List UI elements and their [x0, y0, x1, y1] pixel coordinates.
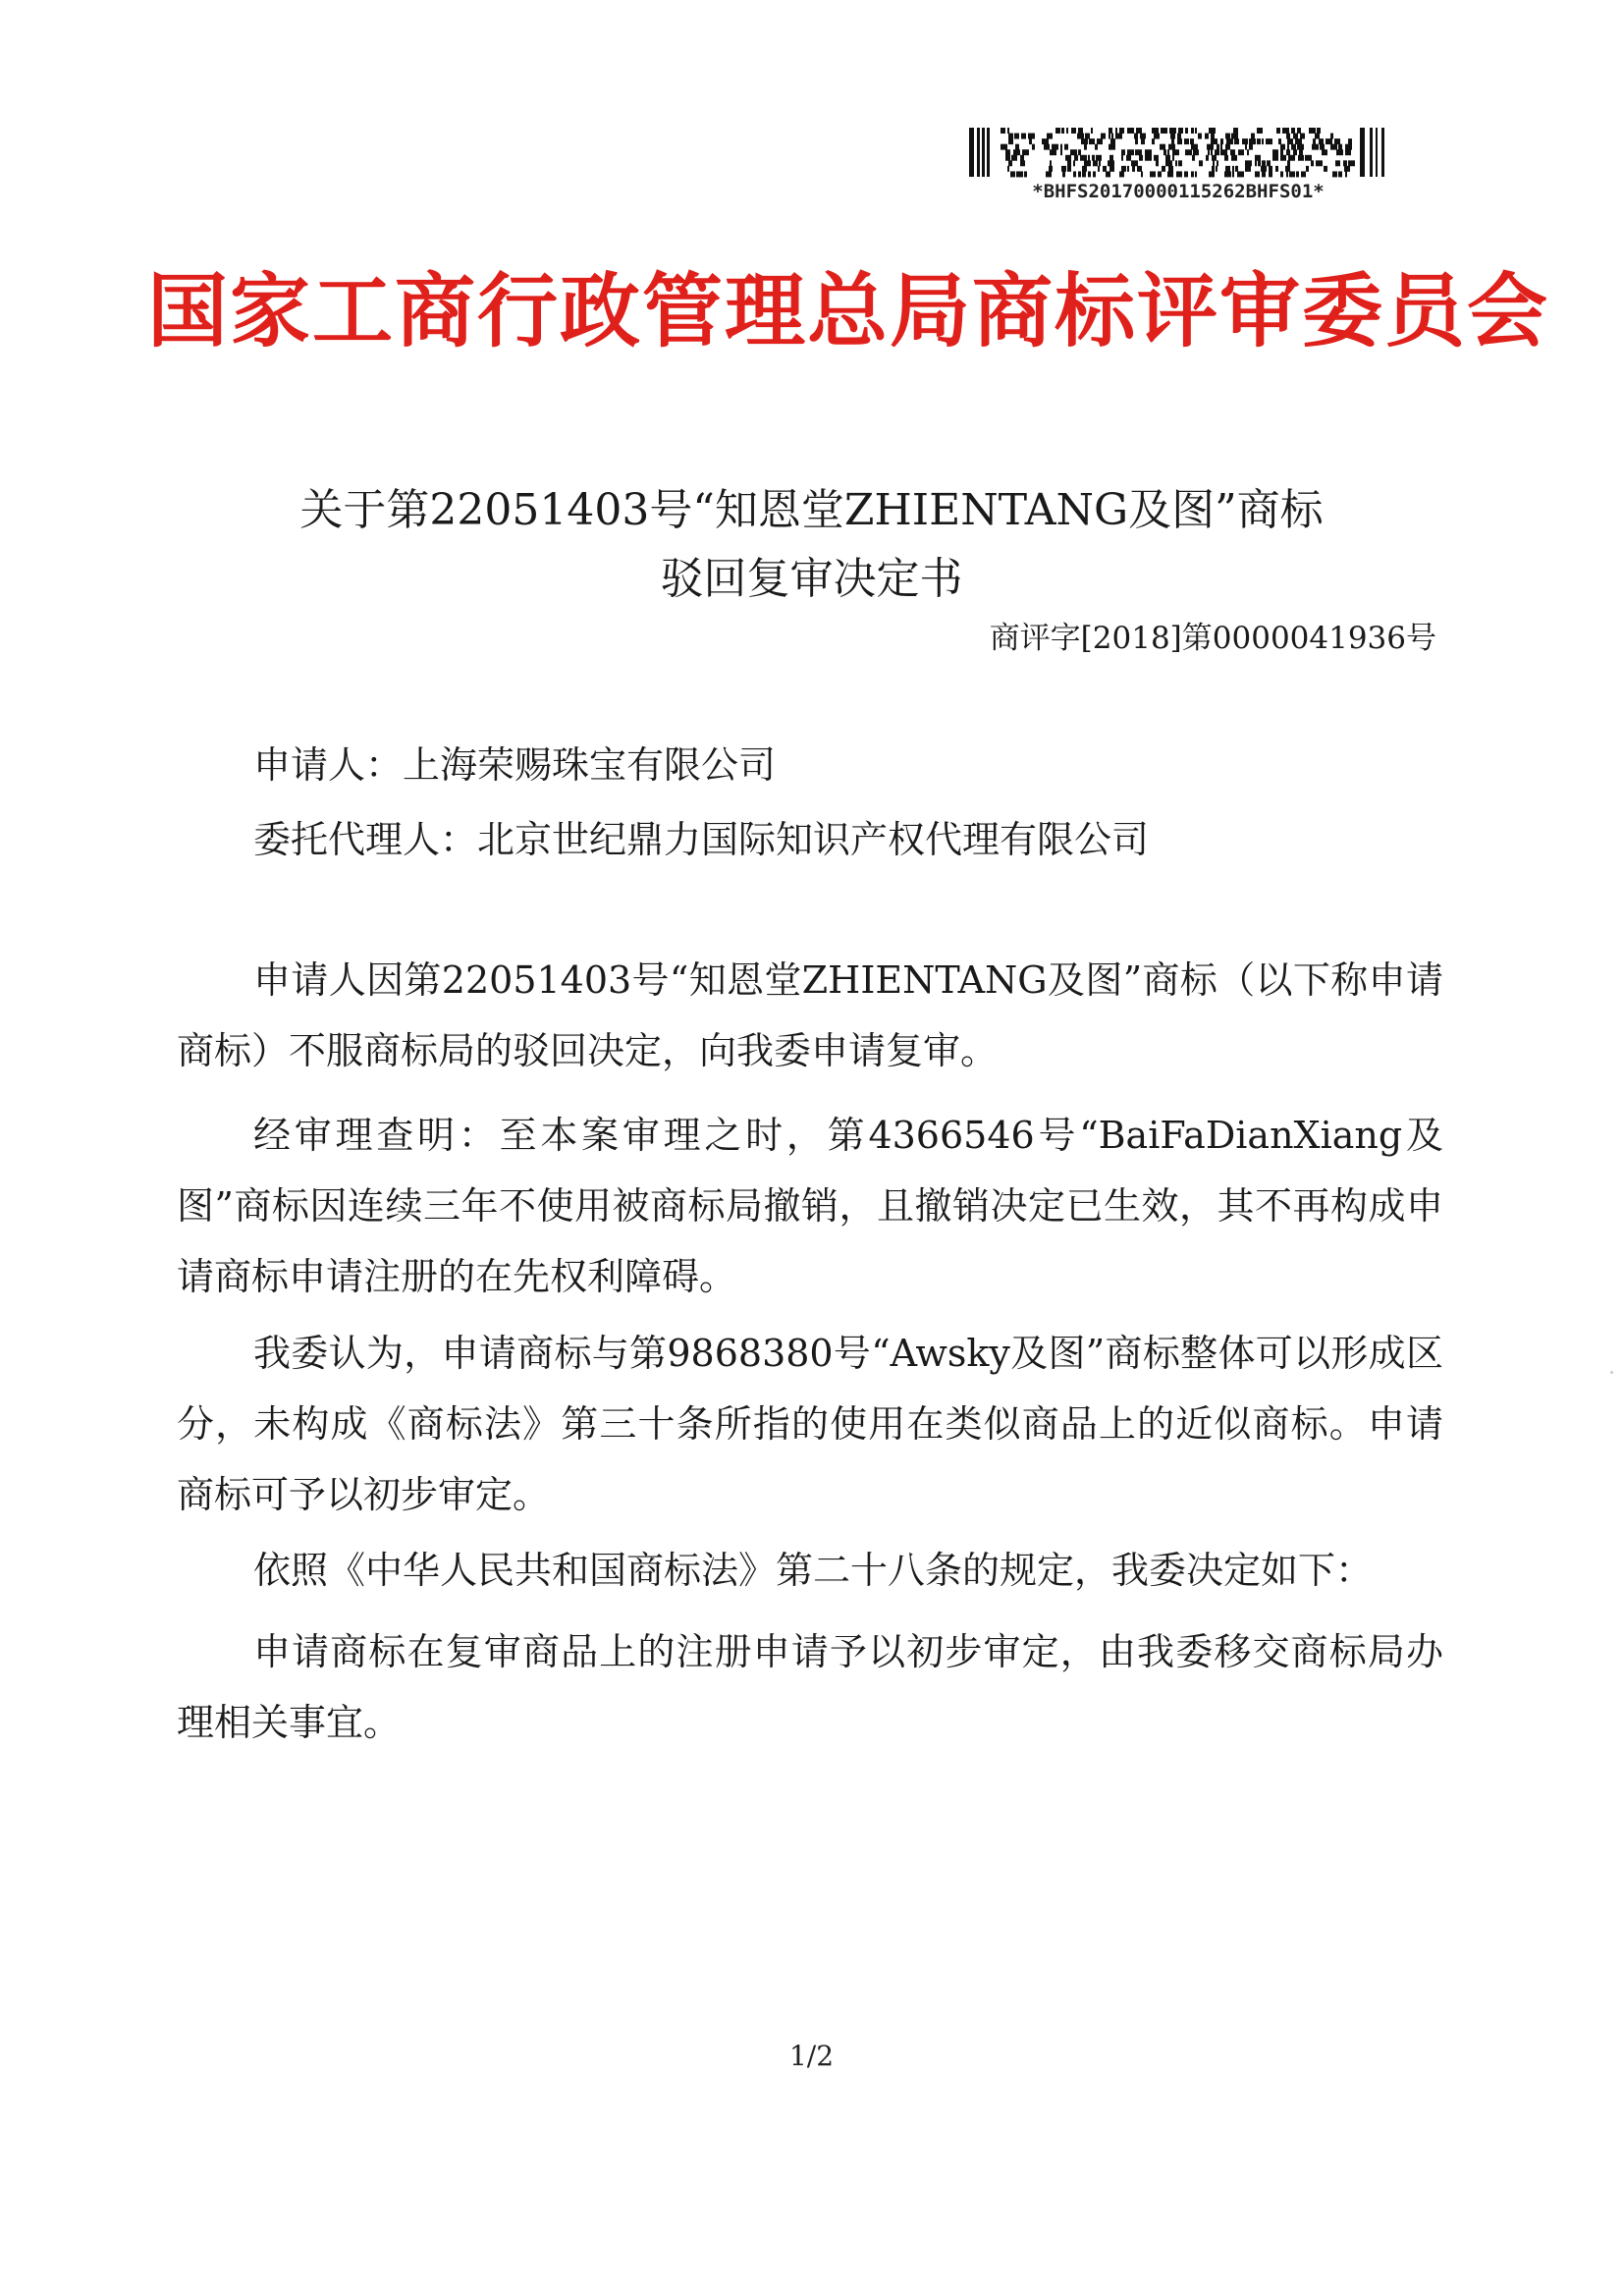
document-title-line1: 关于第22051403号“知恩堂ZHIENTANG及图”商标: [299, 485, 1324, 535]
page-number: 1/2: [788, 2040, 835, 2072]
barcode: [967, 126, 1389, 202]
organization-header: 国家工商行政管理总局商标评审委员会: [147, 265, 1550, 358]
agent: 委托代理人：北京世纪鼎力国际知识产权代理有限公司: [253, 818, 1150, 861]
scan-speck: [1610, 1371, 1613, 1374]
applicant: 申请人：上海荣赐珠宝有限公司: [253, 743, 777, 787]
barcode-text: *BHFS20170000115262BHFS01*: [1032, 181, 1325, 202]
document-title-line2: 驳回复审决定书: [660, 554, 963, 604]
body-paragraph-5: 申请商标在复审商品上的注册申请予以初步审定，由我委移交商标局办理相关事宜。: [177, 1630, 1443, 1744]
body-paragraph-1: 申请人因第22051403号“知恩堂ZHIENTANG及图”商标（以下称申请商标）不服商标局的驳回决定，向我委申请复审。: [177, 958, 1443, 1072]
body-paragraph-2: 经审理查明：至本案审理之时，第4366546号“BaiFaDianXiang及图”商标因连续三年不使用被商标局撤销，且撤销决定已生效，其不再构成申请商标申请注册的在先权利障碍。: [177, 1114, 1443, 1298]
document-number: 商评字[2018]第0000041936号: [989, 621, 1436, 656]
body-paragraph-3: 我委认为，申请商标与第9868380号“Awsky及图”商标整体可以形成区分，未构成《商标法》第三十条所指的使用在类似商品上的近似商标。申请商标可予以初步审定。: [177, 1332, 1443, 1516]
barcode-graphic: [967, 126, 1389, 179]
body-paragraph-4: 依照《中华人民共和国商标法》第二十八条的规定，我委决定如下：: [253, 1549, 1374, 1592]
